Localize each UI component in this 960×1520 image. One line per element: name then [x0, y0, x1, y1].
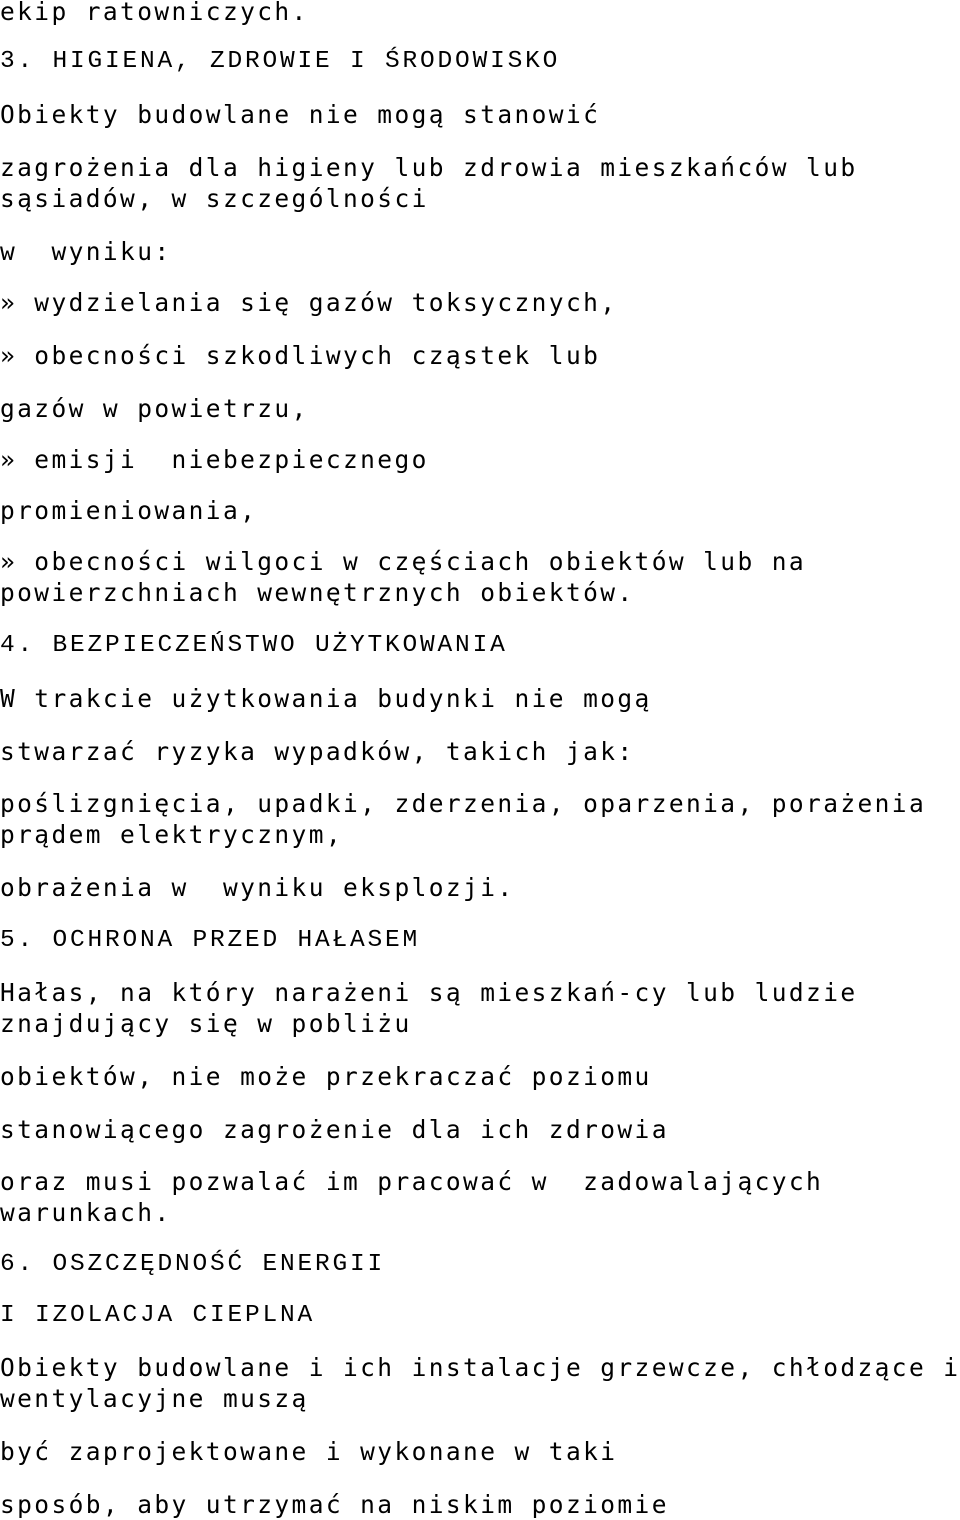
text-line: w wyniku: — [0, 237, 172, 266]
text-line: sposób, aby utrzymać na niskim poziomie — [0, 1490, 669, 1519]
text-line: Hałas, na który narażeni są mieszkań-cy lub ludzie — [0, 978, 858, 1007]
text-line: warunkach. — [0, 1198, 172, 1227]
section-heading: I IZOLACJA CIEPLNA — [0, 1302, 316, 1329]
bullet-item: » obecności wilgoci w częściach obiektów lub na — [0, 547, 807, 576]
text-line: ekip ratowniczych. — [0, 0, 309, 26]
text-line: stwarzać ryzyka wypadków, takich jak: — [0, 737, 635, 766]
text-line: stanowiącego zagrożenie dla ich zdrowia — [0, 1115, 669, 1144]
text-line: znajdujący się w pobliżu — [0, 1009, 412, 1038]
text-line: promieniowania, — [0, 496, 258, 525]
section-heading: 4. BEZPIECZEŃSTWO UŻYTKOWANIA — [0, 632, 508, 659]
bullet-item: » wydzielania się gazów toksycznych, — [0, 288, 618, 317]
text-line: W trakcie użytkowania budynki nie mogą — [0, 684, 652, 713]
bullet-item: » emisji niebezpiecznego — [0, 445, 429, 474]
text-line: obiektów, nie może przekraczać poziomu — [0, 1062, 652, 1091]
text-line: Obiekty budowlane nie mogą stanowić — [0, 100, 601, 129]
text-line: wentylacyjne muszą — [0, 1384, 309, 1413]
section-heading: 5. OCHRONA PRZED HAŁASEM — [0, 927, 421, 954]
bullet-item: » obecności szkodliwych cząstek lub — [0, 341, 601, 370]
text-line: powierzchniach wewnętrznych obiektów. — [0, 578, 635, 607]
text-line: oraz musi pozwalać im pracować w zadowalających — [0, 1167, 824, 1196]
text-line: obrażenia w wyniku eksplozji. — [0, 873, 515, 902]
text-line: Obiekty budowlane i ich instalacje grzewcze, chłodzące i — [0, 1353, 960, 1382]
text-line: poślizgnięcia, upadki, zderzenia, oparzenia, porażenia — [0, 789, 927, 818]
text-line: prądem elektrycznym, — [0, 820, 344, 849]
text-line: być zaprojektowane i wykonane w taki — [0, 1437, 618, 1466]
section-heading: 6. OSZCZĘDNOŚĆ ENERGII — [0, 1251, 386, 1278]
section-heading: 3. HIGIENA, ZDROWIE I ŚRODOWISKO — [0, 48, 561, 75]
text-line: sąsiadów, w szczególności — [0, 184, 429, 213]
text-line: gazów w powietrzu, — [0, 394, 309, 423]
text-line: zagrożenia dla higieny lub zdrowia mieszkańców lub — [0, 153, 858, 182]
